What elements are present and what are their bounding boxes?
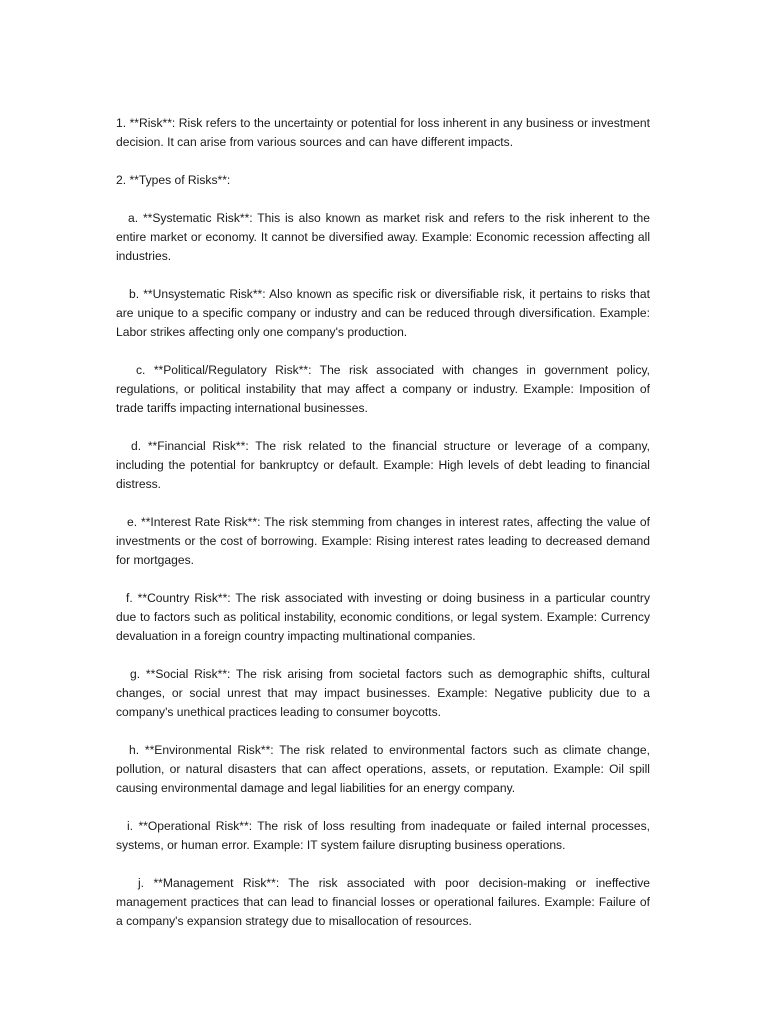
paragraph-country-risk: f. **Country Risk**: The risk associated with investing or doing business in a particular country due to factors such as political instability, economic conditions, or legal system. Example: Currency devaluation in a foreign country impacting multinational companies. (116, 591, 650, 643)
paragraph-political-regulatory-risk: c. **Political/Regulatory Risk**: The risk associated with changes in government policy, regulations, or political instability that may affect a company or industry. Example: Imposition of trade tariffs impacting international businesses. (116, 363, 650, 415)
paragraph-social-risk: g. **Social Risk**: The risk arising from societal factors such as demographic shifts, cultural changes, or social unrest that may impact businesses. Example: Negative publicity due to a company's unethical practices leading to consumer boycotts. (116, 667, 650, 719)
paragraph-systematic-risk: a. **Systematic Risk**: This is also known as market risk and refers to the risk inherent to the entire market or economy. It cannot be diversified away. Example: Economic recession affecting all industries. (116, 211, 650, 263)
paragraph-risk-definition: 1. **Risk**: Risk refers to the uncertainty or potential for loss inherent in any business or investment decision. It can arise from various sources and can have different impacts. (116, 116, 650, 149)
document-page (116, 114, 650, 931)
paragraph-types-of-risks: 2. **Types of Risks**: (116, 173, 231, 187)
paragraph-environmental-risk: h. **Environmental Risk**: The risk related to environmental factors such as climate change, pollution, or natural disasters that can affect operations, assets, or reputation. Example: Oil spill causing environmental damage and legal liabilities for an energy company. (116, 743, 650, 795)
paragraph-interest-rate-risk: e. **Interest Rate Risk**: The risk stemming from changes in interest rates, affecting the value of investments or the cost of borrowing. Example: Rising interest rates leading to decreased demand for mortgages. (116, 515, 650, 567)
paragraph-operational-risk: i. **Operational Risk**: The risk of loss resulting from inadequate or failed internal processes, systems, or human error. Example: IT system failure disrupting business operations. (116, 819, 650, 852)
paragraph-unsystematic-risk: b. **Unsystematic Risk**: Also known as specific risk or diversifiable risk, it pertains to risks that are unique to a specific company or industry and can be reduced through diversification. Example: Labor strikes affecting only one company's production. (116, 287, 650, 339)
paragraph-financial-risk: d. **Financial Risk**: The risk related to the financial structure or leverage of a company, including the potential for bankruptcy or default. Example: High levels of debt leading to financial distress. (116, 439, 650, 491)
paragraph-management-risk: j. **Management Risk**: The risk associated with poor decision-making or ineffective management practices that can lead to financial losses or operational failures. Example: Failure of a company's expansion strategy due to misallocation of resources. (116, 876, 650, 928)
